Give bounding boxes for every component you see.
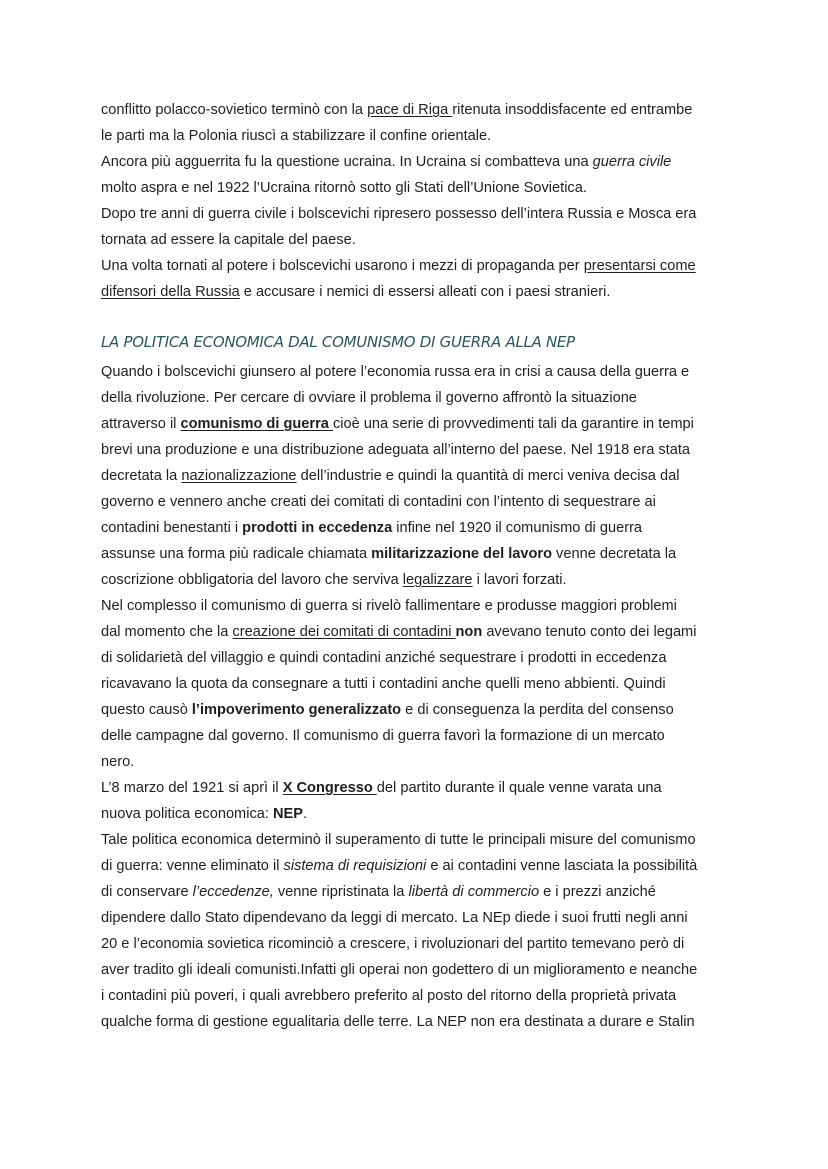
text-run: Quando i bolscevichi giunsero al potere l’economia russa era in crisi a causa della guerra e [101, 364, 690, 380]
text-run: di solidarietà del villaggio e quindi contadini anziché sequestrare i prodotti in eccedenza [101, 650, 667, 666]
text-run: infine nel 1920 il comunismo di guerra [392, 520, 643, 536]
text-run: le parti ma la Polonia riuscì a stabilizzare il confine orientale. [101, 128, 492, 144]
text-run: ritenuta insoddisfacente ed entrambe [452, 102, 693, 118]
emphasized-text: l’eccedenze, [192, 884, 274, 900]
text-run: Tale politica economica determinò il superamento di tutte le principali misure del comunismo [101, 832, 696, 848]
text-run: della rivoluzione. Per cercare di ovviare il problema il governo affrontò la situazione [101, 390, 637, 406]
text-run: del partito durante il quale venne varata una [376, 780, 662, 796]
text-line [101, 567, 741, 593]
text-run: Nel complesso il comunismo di guerra si rivelò fallimentare e produsse maggiori problemi [101, 598, 677, 614]
text-line [101, 541, 741, 567]
text-run: molto aspra e nel 1922 l’Ucraina ritornò sotto gli Stati dell’Unione Sovietica. [101, 180, 587, 196]
emphasized-text: difensori della Russia [101, 284, 240, 300]
text-line [101, 149, 741, 175]
emphasized-text: nazionalizzazione [181, 468, 297, 484]
text-line [101, 253, 741, 279]
text-line [101, 463, 741, 489]
text-run: contadini benestanti i [101, 520, 243, 536]
text-run: i contadini più poveri, i quali avrebbero preferito al posto del ritorno della proprietà privata [101, 988, 677, 1004]
text-run: dell’industrie e quindi la quantità di merci veniva decisa dal [296, 468, 680, 484]
emphasized-text: presentarsi come [583, 258, 696, 274]
text-run: attraverso il [101, 416, 181, 432]
text-line [101, 385, 741, 411]
text-line [101, 801, 741, 827]
text-line [101, 175, 741, 201]
text-line [101, 931, 741, 957]
emphasized-text: pace di Riga [367, 102, 453, 118]
text-run: e ai contadini venne lasciata la possibilità [426, 858, 698, 874]
emphasized-text: militarizzazione del lavoro [371, 546, 552, 562]
text-run: assunse una forma più radicale chiamata [101, 546, 372, 562]
text-run: nero. [101, 754, 135, 770]
text-run: 20 e l’economia sovietica ricominciò a crescere, i rivoluzionari del partito temevano però di [101, 936, 685, 952]
text-line [101, 879, 741, 905]
text-line [101, 749, 741, 775]
text-run: e accusare i nemici di essersi alleati con i paesi stranieri. [239, 284, 611, 300]
text-line [101, 723, 741, 749]
emphasized-text: sistema di requisizioni [283, 858, 427, 874]
text-line [101, 827, 741, 853]
text-line [101, 853, 741, 879]
emphasized-text: legalizzare [402, 572, 473, 588]
text-run: questo causò [101, 702, 192, 718]
text-line [101, 697, 741, 723]
text-run: e i prezzi anziché [539, 884, 656, 900]
text-run: di guerra: venne eliminato il [101, 858, 284, 874]
section-heading: LA POLITICA ECONOMICA DAL COMUNISMO DI GUERRA ALLA NEP [101, 333, 575, 351]
document-page [101, 97, 741, 1035]
text-line [101, 645, 741, 671]
text-line [101, 957, 741, 983]
emphasized-text: non [455, 624, 483, 640]
text-line [101, 411, 741, 437]
text-line [101, 437, 741, 463]
section-body [101, 359, 741, 1035]
text-line [101, 359, 741, 385]
text-run: aver tradito gli ideali comunisti.Infatti gli operai non godettero di un miglioramento e neanche [101, 962, 698, 978]
text-line [101, 97, 741, 123]
text-run: brevi una produzione e una distribuzione adeguata all’interno del paese. Nel 1918 era stata [101, 442, 691, 458]
text-line [101, 905, 741, 931]
text-line [101, 201, 741, 227]
text-run: i lavori forzati. [472, 572, 567, 588]
text-line [101, 983, 741, 1009]
emphasized-text: libertà di commercio [408, 884, 540, 900]
text-line [101, 671, 741, 697]
text-line [101, 619, 741, 645]
emphasized-text: guerra civile [592, 154, 672, 170]
text-line [101, 1009, 741, 1035]
text-run: dal momento che la [101, 624, 233, 640]
text-run: Una volta tornati al potere i bolscevichi usarono i mezzi di propaganda per [101, 258, 584, 274]
text-line [101, 279, 741, 305]
emphasized-text: comunismo di guerra [180, 416, 333, 432]
emphasized-text: l’impoverimento generalizzato [191, 702, 402, 718]
text-run: di conservare [101, 884, 193, 900]
text-run: e di conseguenza la perdita del consenso [401, 702, 674, 718]
text-line [101, 593, 741, 619]
text-run: coscrizione obbligatoria del lavoro che serviva [101, 572, 403, 588]
emphasized-text: creazione dei comitati di contadini [232, 624, 456, 640]
text-run: conflitto polacco-sovietico terminò con la [101, 102, 368, 118]
text-run: nuova politica economica: [101, 806, 273, 822]
text-line [101, 775, 741, 801]
text-run: . [303, 806, 308, 822]
text-line [101, 515, 741, 541]
text-run: qualche forma di gestione egualitaria delle terre. La NEP non era destinata a durare e Stalin [101, 1014, 695, 1030]
emphasized-text: prodotti in eccedenza [242, 520, 393, 536]
text-run: delle campagne dal governo. Il comunismo di guerra favorì la formazione di un mercato [101, 728, 665, 744]
text-line [101, 227, 741, 253]
text-run: venne ripristinata la [273, 884, 409, 900]
text-run: governo e vennero anche creati dei comitati di contadini con l’intento di sequestrare ai [101, 494, 656, 510]
text-line [101, 123, 741, 149]
text-run: Dopo tre anni di guerra civile i bolscevichi ripresero possesso dell’intera Russia e Mosca era [101, 206, 697, 222]
emphasized-text: NEP [272, 806, 303, 822]
text-run: ricavavano la quota da consegnare a tutti i contadini anche quelli meno abbienti. Quindi [101, 676, 666, 692]
text-run: tornata ad essere la capitale del paese. [101, 232, 356, 248]
text-run: L’8 marzo del 1921 si aprì il [101, 780, 283, 796]
intro-paragraphs [101, 97, 741, 305]
text-run: avevano tenuto conto dei legami [482, 624, 697, 640]
text-run: cioè una serie di provvedimenti tali da garantire in tempi [332, 416, 694, 432]
text-line [101, 489, 741, 515]
text-run: decretata la [101, 468, 182, 484]
text-run: Ancora più agguerrita fu la questione ucraina. In Ucraina si combatteva una [101, 154, 593, 170]
text-run: venne decretata la [552, 546, 677, 562]
emphasized-text: X Congresso [282, 780, 377, 796]
text-run: dipendere dallo Stato dipendevano da leggi di mercato. La NEp diede i suoi frutti negli anni [101, 910, 688, 926]
